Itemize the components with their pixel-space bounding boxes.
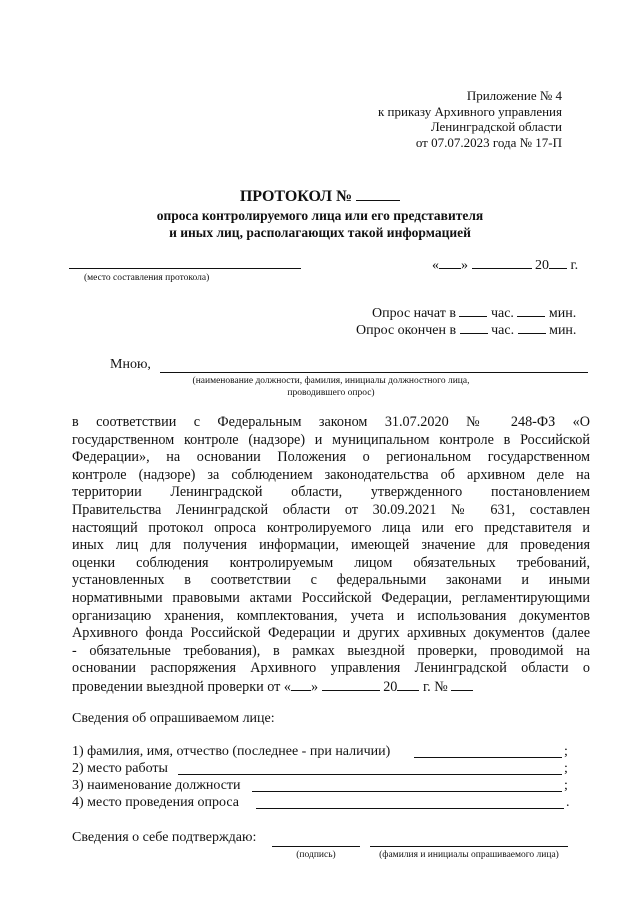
year-blank[interactable] bbox=[549, 256, 567, 269]
official-caption-2: проводившего опрос) bbox=[287, 388, 375, 398]
body-line: организацию хранения, комплектования, учета и использования документов bbox=[72, 607, 590, 624]
end-time-line: Опрос окончен в час. мин. bbox=[356, 323, 577, 338]
protocol-title-text: ПРОТОКОЛ № bbox=[239, 188, 353, 205]
respondent-name-blank[interactable] bbox=[370, 846, 568, 847]
by-me-label: Мною, bbox=[110, 357, 151, 372]
inspection-number-blank[interactable] bbox=[451, 678, 473, 691]
body-line: Федерации», на основании Положения о региональном государственном bbox=[72, 449, 590, 466]
appendix-header bbox=[378, 88, 562, 150]
protocol-subtitle-2: и иных лиц, располагающих такой информацией bbox=[169, 225, 471, 240]
protocol-title bbox=[0, 187, 640, 206]
protocol-number-blank[interactable] bbox=[356, 187, 400, 201]
official-caption-1: (наименование должности, фамилия, инициалы должностного лица, bbox=[192, 376, 470, 386]
body-line: иных лиц для получения информации, имеющей значение для проведения bbox=[72, 537, 590, 554]
official-name-blank[interactable] bbox=[160, 372, 588, 373]
start-minutes-blank[interactable] bbox=[517, 304, 545, 317]
position-blank[interactable] bbox=[252, 791, 562, 792]
respondent-name-caption: (фамилия и инициалы опрашиваемого лица) bbox=[379, 850, 559, 860]
start-time-line: Опрос начат в час. мин. bbox=[372, 306, 577, 321]
body-line: государственном контроле (надзоре) и муниципальном контроле в Российской bbox=[72, 431, 590, 448]
appendix-line: от 07.07.2023 года № 17-П bbox=[415, 134, 562, 150]
end-minutes-blank[interactable] bbox=[518, 321, 546, 334]
field-end: ; bbox=[564, 778, 568, 793]
start-hours-blank[interactable] bbox=[459, 304, 487, 317]
body-line: настоящий протокол опроса контролируемого лица или его представителя и bbox=[72, 519, 590, 536]
workplace-blank[interactable] bbox=[178, 774, 562, 775]
inspection-day-blank[interactable] bbox=[291, 678, 311, 691]
body-line: контроле (надзоре) за соблюдением законодательства об архивном деле на bbox=[72, 466, 590, 483]
body-line: Архивного фонда Российской Федерации и других архивных документов (далее bbox=[72, 625, 590, 642]
protocol-subtitle-1: опроса контролируемого лица или его представителя bbox=[156, 208, 484, 223]
inspection-year-blank[interactable] bbox=[397, 678, 419, 691]
body-line: Правительства Ленинградской области от 30.09.2021 № 631, составлен bbox=[72, 501, 590, 518]
body-last-line: проведении выездной проверки от « » 20 г. № bbox=[72, 678, 590, 696]
signature-caption: (подпись) bbox=[296, 850, 336, 860]
body-line: основании распоряжения Архивного управления Ленинградской области о bbox=[72, 660, 590, 677]
info-heading: Сведения об опрашиваемом лице: bbox=[72, 711, 275, 726]
field-end: . bbox=[566, 795, 570, 810]
body-line: - обязательные требования), в рамках выездной проверки, проводимой на bbox=[72, 642, 590, 659]
field-full-name: 1) фамилия, имя, отчество (последнее - при наличии) bbox=[72, 744, 391, 759]
day-blank[interactable] bbox=[439, 256, 461, 269]
body-line: оценки соблюдения контролируемым лицом обязательных требований, bbox=[72, 554, 590, 571]
month-blank[interactable] bbox=[472, 256, 532, 269]
appendix-line: Приложение № 4 bbox=[466, 88, 562, 103]
interview-place-blank[interactable] bbox=[256, 808, 564, 809]
body-line: территории Ленинградской области, утвержденного постановлением bbox=[72, 484, 590, 501]
body-line: нормативными правовыми актами Российской Федерации, регламентирующими bbox=[72, 589, 590, 606]
field-end: ; bbox=[564, 761, 568, 776]
appendix-line: к приказу Архивного управления bbox=[377, 103, 562, 119]
place-caption: (место составления протокола) bbox=[84, 273, 210, 283]
protocol-body bbox=[72, 414, 590, 696]
body-line: установленных в соответствии с федеральными законами и иными bbox=[72, 572, 590, 589]
end-hours-blank[interactable] bbox=[460, 321, 488, 334]
field-end: ; bbox=[564, 744, 568, 759]
field-interview-place: 4) место проведения опроса bbox=[72, 795, 239, 810]
place-blank[interactable] bbox=[69, 268, 301, 269]
confirm-label: Сведения о себе подтверждаю: bbox=[72, 830, 257, 845]
appendix-line: Ленинградской области bbox=[430, 119, 562, 134]
body-line: в соответствии с Федеральным законом 31.07.2020 № 248-ФЗ «О bbox=[72, 414, 590, 430]
field-position: 3) наименование должности bbox=[72, 778, 241, 793]
full-name-blank[interactable] bbox=[414, 757, 562, 758]
signature-blank[interactable] bbox=[272, 846, 360, 847]
field-workplace: 2) место работы bbox=[72, 761, 168, 776]
date-line: « » 20 г. bbox=[432, 258, 579, 273]
inspection-month-blank[interactable] bbox=[322, 678, 380, 691]
